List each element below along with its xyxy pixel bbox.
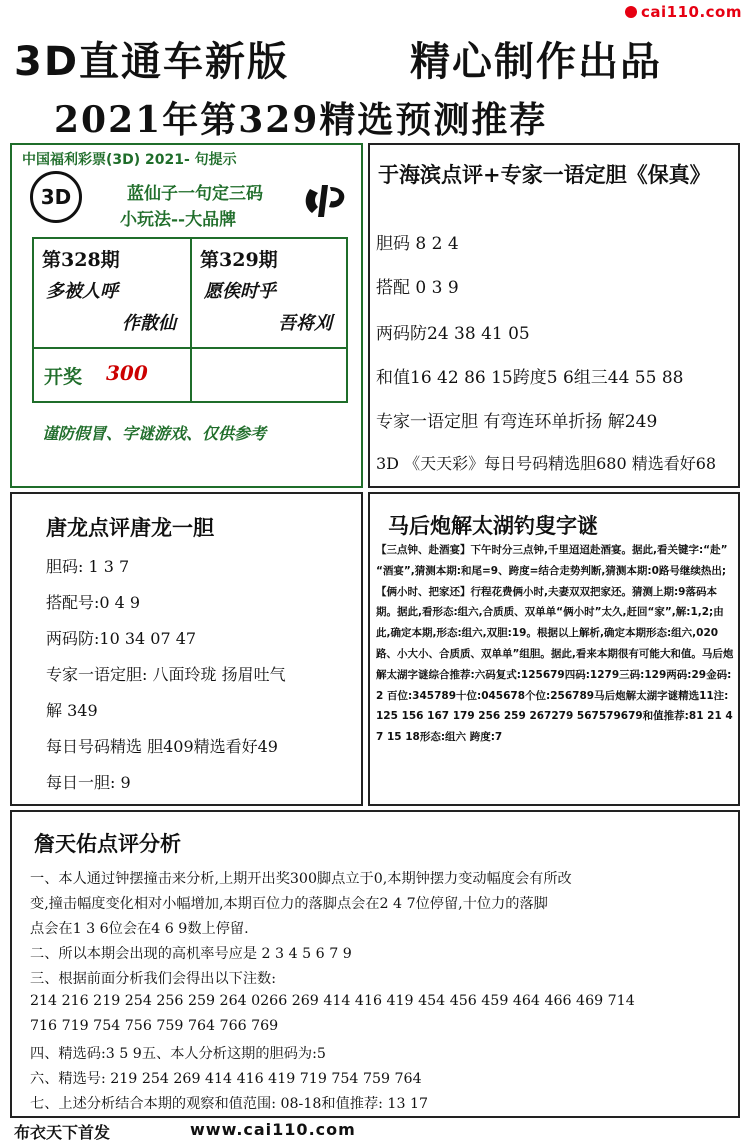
analysis-line: 六、精选号: 219 254 269 414 416 419 719 754 759 764 (30, 1071, 422, 1087)
tanglong-title: 唐龙点评唐龙一胆 (46, 515, 214, 540)
analysis-line: 点会在1 3 6位会在4 6 9数上停留. (30, 921, 249, 937)
site-watermark (625, 2, 742, 22)
analysis-line: 二、所以本期会出现的高机率号应是 2 3 4 5 6 7 9 (30, 946, 352, 962)
riddle-panel (368, 492, 740, 806)
analysis-line: 一、本人通过钟摆撞击来分析,上期开出奖300脚点立于0,本期钟摆力变动幅度会有所改 (30, 871, 572, 887)
watermark-text: cai110.com (641, 3, 742, 21)
watermark-dot-icon (625, 6, 637, 18)
analysis-line: 716 719 754 756 759 764 766 769 (30, 1018, 279, 1034)
expert-line: 专家一语定胆 有弯连环单折扬 解249 (376, 412, 658, 432)
riddle-grid (32, 237, 348, 527)
prev-issue-cell (32, 237, 192, 349)
lottery-card-panel (10, 143, 363, 488)
analysis-line: 214 216 219 254 256 259 264 0266 269 414 416 419 454 456 459 464 466 469 714 (30, 993, 635, 1009)
current-riddle-line-2: 吾将刈 (278, 313, 332, 334)
3d-logo-icon (30, 171, 82, 223)
tanglong-line: 搭配号:0 4 9 (46, 593, 141, 612)
riddle-panel-body: 【三点钟、赴酒宴】下午时分三点钟,千里迢迢赴酒宴。据此,看关键字:“赴” “酒宴”,猜测本期:和尾=9、跨度=结合走势判断,猜测本期:0路号继续热出;【俩小时、把家还】行程花费俩小时,夫妻双双把家还。猜测上期:9落码本期。据此,看形态:组六,合质质、双单单“俩小时”太久,赶回“家”,解:1,2;由此,确定本期,形态:组六,双胆:19。根据以上解析,确定本期形态:组六,020路、小大小、合质质、双单单”组胆。据此,看来本期很有可能大和值。马后炮解太湖字谜综合推荐:六码复式:125679四码:1279三码:129两码:29金码:2 百位:345789十位:045678个位:256789马后炮解太湖字谜精选11注: 125 156 167 179 256 259 267279 567579679和值推荐:81 21 47 15 18形态:组六 跨度:7 (376, 544, 734, 744)
prev-issue-label: 第328期 (42, 249, 120, 271)
expert-line: 3D 《天天彩》每日号码精选胆680 精选看好68 (376, 454, 717, 473)
analysis-line: 变,撞击幅度变化相对小幅增加,本期百位力的落脚点会在2 4 7位停留,十位力的落脚 (30, 896, 548, 912)
tanglong-line: 每日号码精选 胆409精选看好49 (46, 737, 278, 756)
tanglong-line: 两码防:10 34 07 47 (46, 629, 197, 648)
lottery-warning: 谨防假冒、字谜游戏、仅供参考 (42, 424, 267, 443)
current-issue-cell (190, 237, 348, 349)
analysis-line: 四、精选码:3 5 9五、本人分析这期的胆码为:5 (30, 1046, 326, 1062)
current-issue-label: 第329期 (200, 249, 278, 271)
tanglong-line: 胆码: 1 3 7 (46, 557, 130, 576)
analysis-panel (10, 810, 740, 1118)
lottery-slogan-1: 蓝仙子一句定三码 (127, 184, 263, 204)
expert-panel (368, 143, 740, 488)
analysis-line: 三、根据前面分析我们会得出以下注数: (30, 971, 276, 987)
current-riddle-line-1: 愿俟时乎 (204, 281, 276, 302)
result-value: 300 (106, 361, 148, 385)
analysis-line: 七、上述分析结合本期的观察和值范围: 08-18和值推荐: 13 17 (30, 1096, 429, 1112)
expert-line: 胆码 8 2 4 (376, 234, 459, 254)
header-left-title: 3D直通车新版 (14, 39, 290, 85)
expert-line: 和值16 42 86 15跨度5 6组三44 55 88 (376, 368, 684, 388)
tanglong-panel (10, 492, 363, 806)
lottery-slogan-2: 小玩法--大品牌 (120, 210, 237, 230)
page-title: 2021年第329精选预测推荐 (54, 99, 548, 141)
riddle-panel-title: 马后炮解太湖钓叟字谜 (388, 513, 598, 538)
prev-riddle-line-1: 多被人呼 (46, 281, 118, 302)
3d-logo-text: 3D (40, 185, 72, 209)
expert-panel-title: 于海滨点评+专家一语定胆《保真》 (378, 162, 711, 187)
analysis-title: 詹天佑点评分析 (34, 831, 181, 856)
expert-line: 两码防24 38 41 05 (376, 324, 530, 344)
expert-line: 搭配 0 3 9 (376, 278, 459, 298)
header-right-title: 精心制作出品 (410, 39, 662, 85)
prev-riddle-line-2: 作散仙 (122, 313, 176, 334)
welfare-lottery-logo-icon (302, 181, 352, 221)
result-label: 开奖 (44, 366, 83, 388)
footer-text: 布衣天下首发 (14, 1123, 111, 1142)
footer-domain-link[interactable]: www.cai110.com (190, 1120, 356, 1139)
tanglong-line: 专家一语定胆: 八面玲珑 扬眉吐气 (46, 665, 286, 684)
tanglong-line: 每日一胆: 9 (46, 773, 131, 792)
tanglong-line: 解 349 (46, 701, 98, 720)
empty-cell (190, 347, 348, 403)
lottery-card-strip: 中国福利彩票(3D) 2021- 句提示 (22, 152, 237, 168)
result-cell (32, 347, 192, 403)
